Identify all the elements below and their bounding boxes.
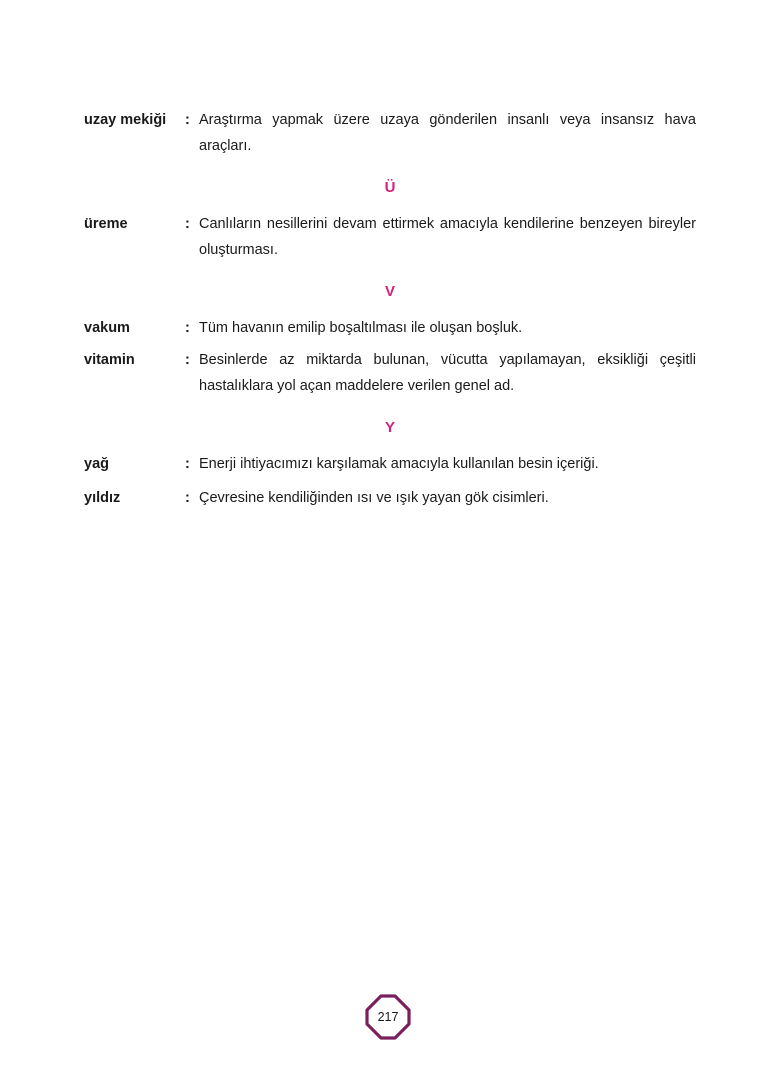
glossary-definition xyxy=(199,315,696,341)
glossary-definition xyxy=(199,347,696,399)
glossary-definition-text: Tüm havanın emilip boşaltılması ile oluşan boşluk. xyxy=(199,320,523,336)
glossary-definition xyxy=(199,451,696,477)
glossary-entry xyxy=(84,451,696,477)
section-letter: Y xyxy=(384,419,395,436)
glossary-term: vitamin xyxy=(84,352,135,368)
glossary-content xyxy=(84,107,696,511)
glossary-term: uzay mekiği xyxy=(84,112,167,128)
glossary-definition-text: Araştırma yapmak üzere uzaya gönderilen insanlı veya insansız hava araçları. xyxy=(199,112,696,154)
term-separator: : xyxy=(185,216,190,232)
page-number: 217 xyxy=(377,1010,399,1024)
glossary-definition xyxy=(199,211,696,263)
glossary-definition-text: Enerji ihtiyacımızı karşılamak amacıyla kullanılan besin içeriği. xyxy=(199,456,599,472)
glossary-term: yıldız xyxy=(84,490,121,506)
section-letter: V xyxy=(384,283,395,300)
term-separator: : xyxy=(185,352,190,368)
glossary-term: üreme xyxy=(84,216,128,232)
glossary-definition-text: Çevresine kendiliğinden ısı ve ışık yayan gök cisimleri. xyxy=(199,490,549,506)
glossary-definition-text: Besinlerde az miktarda bulunan, vücutta yapılamayan, eksikliği çeşitli hastalıklara yol açan maddelere verilen genel ad. xyxy=(199,352,696,394)
glossary-entry xyxy=(84,315,696,341)
term-separator: : xyxy=(185,112,190,128)
glossary-entry xyxy=(84,107,696,159)
glossary-entry xyxy=(84,485,696,511)
glossary-definition xyxy=(199,107,696,159)
glossary-entry xyxy=(84,347,696,399)
glossary-term: vakum xyxy=(84,320,130,336)
section-letter: Ü xyxy=(384,179,396,196)
term-separator: : xyxy=(185,490,190,506)
glossary-definition-text: Canlıların nesillerini devam ettirmek amacıyla kendilerine benzeyen bireyler oluşturması. xyxy=(199,216,696,258)
page-number-badge xyxy=(363,992,413,1042)
glossary-entry xyxy=(84,211,696,263)
glossary-definition xyxy=(199,485,696,511)
term-separator: : xyxy=(185,320,190,336)
glossary-term: yağ xyxy=(84,456,109,472)
term-separator: : xyxy=(185,456,190,472)
